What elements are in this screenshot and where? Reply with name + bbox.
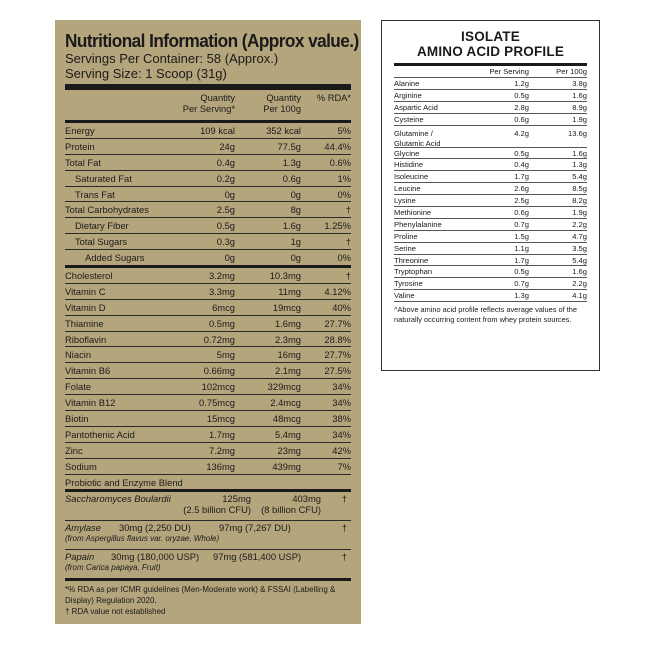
enzyme-per-100g: 97mg (7,267 DU): [219, 522, 291, 534]
nutrient-per-100g: 0.6g: [282, 172, 301, 184]
footnote-dagger: † RDA value not established: [65, 607, 166, 617]
amino-row: [394, 207, 587, 219]
amino-per-100g: 5.4g: [572, 172, 587, 182]
nutrient-per-100g: 16mg: [277, 349, 301, 361]
nutrition-row: [65, 332, 351, 348]
amino-row: [394, 126, 587, 148]
amino-row: [394, 102, 587, 114]
amino-name: Glutamine / Glutamic Acid: [394, 128, 441, 148]
nutrient-name: Vitamin C: [65, 285, 106, 297]
header-per-100g: Quantity Per 100g: [263, 93, 301, 114]
nutrient-per-100g: 23mg: [277, 444, 301, 456]
amino-name: Tryptophan: [394, 267, 433, 277]
amino-per-serving: 0.5g: [514, 148, 529, 158]
amino-name: Proline: [394, 231, 418, 241]
nutrient-per-100g: 48mcg: [272, 412, 301, 424]
amino-per-100g: 8.5g: [572, 184, 587, 194]
nutrient-per-100g: 11mg: [278, 285, 301, 297]
amino-name: Phenylalanine: [394, 219, 442, 229]
nutrient-per-serving: 24g: [219, 140, 235, 152]
nutrient-rda: 34%: [332, 428, 351, 440]
nutrient-rda: 27.7%: [324, 349, 351, 361]
amino-title-2: AMINO ACID PROFILE: [416, 44, 565, 59]
amino-name: Cysteine: [394, 114, 424, 124]
nutrient-name: Sodium: [65, 460, 97, 472]
amino-row: [394, 159, 587, 171]
amino-row: [394, 171, 587, 183]
nutrient-rda: 40%: [332, 301, 351, 313]
nutrient-rda: †: [345, 269, 351, 281]
nutrient-name: Niacin: [65, 349, 92, 361]
amino-per-serving: 0.6g: [514, 207, 529, 217]
amino-per-serving: 1.7g: [514, 255, 529, 265]
amino-per-100g: 3.8g: [572, 78, 587, 88]
enzyme-per-serving: 125mg (2.5 billion CFU): [183, 493, 251, 516]
amino-header-row: [394, 66, 587, 78]
amino-name: Isoleucine: [394, 172, 429, 182]
nutrient-per-serving: 7.2mg: [208, 444, 235, 456]
nutrient-name: Total Sugars: [75, 236, 128, 248]
nutrient-per-100g: 0g: [290, 188, 301, 200]
amino-per-100g: 5.4g: [572, 255, 587, 265]
amino-col-serving: Per Serving: [489, 67, 529, 76]
nutrient-per-100g: 2.1mg: [274, 365, 301, 377]
nutrient-per-100g: 8g: [290, 204, 301, 216]
amino-name: Tyrosine: [394, 279, 423, 289]
enzyme-rda: †: [341, 493, 347, 505]
amino-row: [394, 195, 587, 207]
nutrient-rda: 42%: [332, 444, 351, 456]
nutrient-per-serving: 3.3mg: [208, 285, 235, 297]
nutrition-rows: [65, 123, 351, 475]
amino-per-100g: 3.5g: [572, 243, 587, 253]
nutrition-row: [65, 395, 351, 411]
nutrient-rda: 28.8%: [324, 333, 351, 345]
amino-per-serving: 1.2g: [514, 78, 529, 88]
nutrient-per-100g: 19mcg: [272, 301, 301, 313]
nutrient-rda: 0%: [337, 252, 351, 264]
amino-per-100g: 2.2g: [572, 219, 587, 229]
nutrient-per-serving: 5mg: [216, 349, 235, 361]
amino-note: ^Above amino acid profile reflects average values of the naturally occurring content from whey protein sources.: [394, 305, 577, 325]
amino-per-100g: 1.6g: [572, 148, 587, 158]
nutrient-per-serving: 6mcg: [212, 301, 235, 313]
enzyme-name: Amylase: [65, 522, 101, 534]
nutrient-name: Riboflavin: [65, 333, 107, 345]
nutrient-rda: †: [345, 204, 351, 216]
nutrient-rda: 4.12%: [324, 285, 351, 297]
amino-row: [394, 266, 587, 278]
nutrient-per-serving: 0.66mg: [203, 365, 235, 377]
amino-name: Arginine: [394, 90, 422, 100]
nutrition-row: [65, 202, 351, 218]
nutrition-row: [65, 316, 351, 332]
amino-per-serving: 1.5g: [514, 231, 529, 241]
nutrient-per-100g: 2.4mcg: [270, 397, 301, 409]
nutrition-row: [65, 443, 351, 459]
amino-per-100g: 1.6g: [572, 90, 587, 100]
enzyme-per-serving: 30mg (180,000 USP): [111, 551, 200, 563]
header-rda: % RDA*: [316, 93, 351, 103]
enzyme-name: Papain: [65, 551, 95, 563]
nutrient-name: Pantothenic Acid: [65, 428, 135, 440]
amino-row: [394, 231, 587, 243]
nutrient-per-serving: 0.2g: [216, 172, 235, 184]
enzyme-per-100g: 403mg (8 billion CFU): [261, 493, 321, 516]
amino-name: Threonine: [394, 255, 429, 265]
nutrition-title: Nutritional Information (Approx value.): [65, 30, 359, 51]
nutrition-row: [65, 427, 351, 443]
amino-row: [394, 255, 587, 267]
amino-row: [394, 183, 587, 195]
amino-row: [394, 78, 587, 90]
probiotic-header: Probiotic and Enzyme Blend: [65, 476, 183, 488]
nutrient-per-serving: 0.72mg: [203, 333, 235, 345]
nutrient-rda: 44.4%: [324, 140, 351, 152]
footnote-rda: *% RDA as per ICMR guidelines (Men-Moderate work) & FSSAI (Labelling & Display) Regulation 2020.: [65, 585, 336, 606]
amino-per-100g: 8.2g: [572, 196, 587, 206]
nutrition-column-headers: [65, 90, 351, 120]
amino-per-100g: 1.9g: [572, 114, 587, 124]
amino-per-100g: 4.1g: [572, 291, 587, 301]
enzyme-row: [65, 521, 351, 550]
servings-per-container: Servings Per Container: 58 (Approx.): [65, 51, 279, 66]
nutrient-per-100g: 2.3mg: [274, 333, 301, 345]
nutrient-rda: 34%: [332, 397, 351, 409]
nutrient-per-serving: 1.7mg: [208, 428, 235, 440]
nutrient-per-serving: 0g: [224, 252, 235, 264]
nutrient-per-serving: 109 kcal: [200, 124, 235, 136]
probiotic-header-row: [65, 475, 351, 493]
nutrient-per-100g: 352 kcal: [266, 124, 301, 136]
nutrient-rda: 5%: [337, 124, 351, 136]
nutrition-row: [65, 155, 351, 171]
amino-name: Aspartic Acid: [394, 102, 438, 112]
nutrient-rda: 27.7%: [324, 317, 351, 329]
nutrition-row: [65, 250, 351, 268]
amino-per-serving: 2.5g: [514, 196, 529, 206]
amino-per-serving: 2.8g: [514, 102, 529, 112]
amino-name: Alanine: [394, 78, 420, 88]
nutrient-name: Total Fat: [65, 156, 101, 168]
nutrient-per-100g: 1.6mg: [274, 317, 301, 329]
amino-per-serving: 1.1g: [514, 243, 529, 253]
header-per-serving: Quantity Per Serving*: [182, 93, 235, 114]
nutrient-rda: 1.25%: [324, 220, 351, 232]
amino-name: Glycine: [394, 148, 420, 158]
amino-row: [394, 219, 587, 231]
amino-name: Histidine: [394, 160, 424, 170]
nutrient-per-100g: 5.4mg: [274, 428, 301, 440]
amino-per-100g: 2.2g: [572, 279, 587, 289]
amino-per-serving: 1.3g: [514, 291, 529, 301]
amino-per-serving: 0.5g: [514, 90, 529, 100]
amino-per-serving: 0.5g: [514, 267, 529, 277]
nutrient-per-serving: 0g: [224, 188, 235, 200]
amino-panel: [381, 20, 600, 371]
amino-per-serving: 0.7g: [514, 219, 529, 229]
nutrient-per-100g: 0g: [290, 252, 301, 264]
nutrient-per-serving: 136mg: [206, 460, 235, 472]
nutrient-per-serving: 0.75mcg: [199, 397, 235, 409]
nutrient-rda: 0%: [337, 188, 351, 200]
nutrient-name: Vitamin B6: [65, 365, 111, 377]
nutrient-per-100g: 10.3mg: [269, 269, 301, 281]
nutrition-row: [65, 411, 351, 427]
enzyme-per-100g: 97mg (581,400 USP): [213, 551, 302, 563]
nutrient-rda: 27.5%: [324, 365, 351, 377]
amino-name: Serine: [394, 243, 416, 253]
nutrition-row: [65, 171, 351, 187]
nutrient-per-serving: 2.5g: [216, 204, 235, 216]
nutrient-name: Total Carbohydrates: [65, 204, 149, 216]
amino-col-100g: Per 100g: [556, 67, 587, 76]
nutrient-name: Zinc: [65, 444, 83, 456]
amino-per-serving: 0.4g: [514, 160, 529, 170]
nutrient-name: Energy: [65, 124, 95, 136]
nutrient-name: Dietary Fiber: [75, 220, 129, 232]
nutrition-row: [65, 218, 351, 234]
nutrient-per-100g: 439mg: [272, 460, 301, 472]
enzyme-name: Saccharomyces Boulardii: [65, 493, 171, 505]
nutrient-per-100g: 1.3g: [282, 156, 301, 168]
nutrient-name: Thiamine: [65, 317, 104, 329]
nutrient-per-100g: 1.6g: [282, 220, 301, 232]
amino-name: Leucine: [394, 184, 421, 194]
amino-per-100g: 13.6g: [567, 128, 587, 138]
amino-per-100g: 1.6g: [572, 267, 587, 277]
nutrient-per-100g: 1g: [290, 236, 301, 248]
nutrient-per-serving: 102mcg: [201, 381, 235, 393]
enzyme-rows: [65, 492, 351, 581]
serving-size: Serving Size: 1 Scoop (31g): [65, 66, 227, 81]
nutrient-rda: 0.6%: [329, 156, 351, 168]
amino-per-serving: 0.6g: [514, 114, 529, 124]
amino-title-1: ISOLATE: [461, 29, 520, 44]
amino-name: Methionine: [394, 207, 432, 217]
nutrient-rda: †: [345, 236, 351, 248]
amino-per-serving: 2.6g: [514, 184, 529, 194]
amino-per-100g: 4.7g: [572, 231, 587, 241]
nutrient-name: Protein: [65, 140, 95, 152]
enzyme-rda: †: [341, 551, 347, 563]
nutrient-rda: 38%: [332, 412, 351, 424]
enzyme-row: [65, 492, 351, 521]
nutrition-row: [65, 379, 351, 395]
nutrient-name: Biotin: [65, 412, 89, 424]
enzyme-source: (from Carica papaya, Fruit): [65, 563, 161, 573]
nutrient-per-serving: 0.5mg: [208, 317, 235, 329]
amino-row: [394, 290, 587, 302]
amino-row: [394, 243, 587, 255]
amino-per-100g: 1.9g: [572, 207, 587, 217]
nutrient-name: Vitamin D: [65, 301, 106, 313]
footnotes: [65, 581, 351, 617]
enzyme-row: [65, 550, 351, 581]
nutrient-name: Saturated Fat: [75, 172, 132, 184]
nutrient-per-serving: 15mcg: [206, 412, 235, 424]
enzyme-per-serving: 30mg (2,250 DU): [119, 522, 191, 534]
nutrient-name: Added Sugars: [85, 252, 145, 264]
nutrition-row: [65, 139, 351, 155]
enzyme-rda: †: [341, 522, 347, 534]
amino-per-100g: 1.3g: [572, 160, 587, 170]
amino-per-serving: 4.2g: [514, 128, 529, 138]
amino-name: Valine: [394, 291, 415, 301]
nutrition-row: [65, 347, 351, 363]
amino-row: [394, 278, 587, 290]
amino-per-serving: 1.7g: [514, 172, 529, 182]
nutrient-rda: 1%: [337, 172, 351, 184]
amino-row: [394, 114, 587, 126]
nutrition-row: [65, 300, 351, 316]
nutrition-row: [65, 187, 351, 203]
nutrient-per-100g: 77.5g: [277, 140, 301, 152]
amino-rows: [394, 78, 587, 302]
nutrition-row: [65, 459, 351, 475]
nutrient-name: Folate: [65, 381, 92, 393]
nutrient-name: Vitamin B12: [65, 397, 116, 409]
nutrition-panel: [55, 20, 361, 624]
nutrient-per-serving: 0.4g: [216, 156, 235, 168]
nutrient-per-serving: 0.3g: [216, 236, 235, 248]
nutrition-row: [65, 234, 351, 250]
nutrient-per-serving: 0.5g: [216, 220, 235, 232]
nutrient-per-serving: 3.2mg: [208, 269, 235, 281]
amino-row: [394, 90, 587, 102]
amino-per-100g: 8.9g: [572, 102, 587, 112]
nutrient-per-100g: 329mcg: [267, 381, 301, 393]
enzyme-source: (from Aspergillus flavus var. oryzae, Whole): [65, 534, 220, 544]
nutrition-row: [65, 123, 351, 139]
amino-name: Lysine: [394, 196, 416, 206]
nutrient-rda: 34%: [332, 381, 351, 393]
nutrient-name: Trans Fat: [75, 188, 115, 200]
nutrition-row: [65, 363, 351, 379]
amino-per-serving: 0.7g: [514, 279, 529, 289]
nutrient-name: Cholesterol: [65, 269, 113, 281]
nutrition-row: [65, 268, 351, 284]
amino-row: [394, 148, 587, 160]
nutrition-row: [65, 284, 351, 300]
nutrient-rda: 7%: [337, 460, 351, 472]
